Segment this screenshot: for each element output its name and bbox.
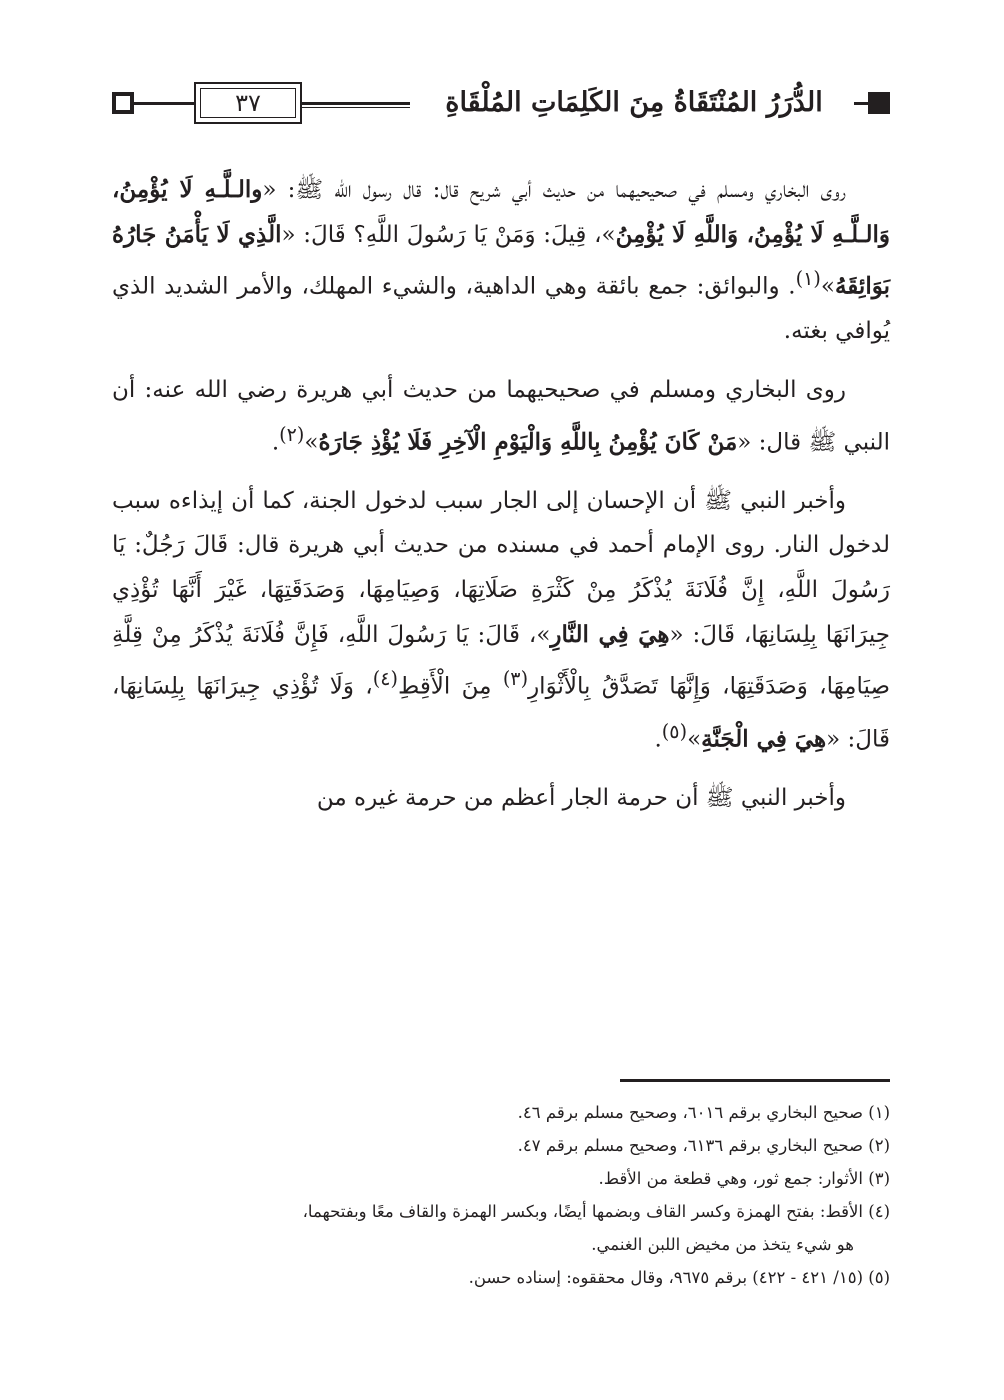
hadith-quote: الَّذِي لَا يَأْمَنُ جَارُهُ بَوَائِقَهُ bbox=[112, 220, 890, 300]
hadith-quote: هِيَ فِي النَّارِ bbox=[550, 620, 670, 648]
header-rule-right bbox=[854, 102, 868, 105]
page-header bbox=[112, 82, 890, 126]
text-run: مِنَ الْأَقِطِ bbox=[397, 673, 503, 700]
header-rule-middle-thin bbox=[302, 107, 410, 108]
text-run: »، قِيلَ: وَمَنْ يَا رَسُولَ اللَّهِ؟ قَالَ: « bbox=[281, 221, 616, 248]
hadith-quote: هِيَ فِي الْجَنَّةِ bbox=[701, 725, 827, 753]
header-left-square-ornament bbox=[112, 92, 134, 114]
footnote-marker: (١) bbox=[795, 267, 821, 291]
text-run: ، وَلَا تُؤْذِي جِيرَانَهَا بِلِسَانِهَا، قَالَ: « bbox=[112, 673, 890, 753]
header-rule-middle bbox=[302, 102, 410, 105]
footnote-marker: (٢) bbox=[279, 422, 305, 446]
text-run: روى البخاري ومسلم في صحيحيهما من حديث أبي شريح قال: قال رسول الله ﷺ: « bbox=[262, 177, 846, 203]
hadith-quote: والـلَّـهِ لَا يُؤْمِنُ، وَالـلَّـهِ لَا يُؤْمِنُ، وَاللَّهِ لَا يُؤْمِنُ bbox=[112, 176, 890, 248]
main-text bbox=[112, 168, 890, 834]
text-run: » bbox=[304, 429, 319, 456]
page-number: ٣٧ bbox=[235, 89, 261, 117]
footnote-1: (١) صحيح البخاري برقم ٦٠١٦، وصحيح مسلم برقم ٤٦. bbox=[517, 1103, 890, 1122]
footnote-5: (٥) (١٥/ ٤٢١ - ٤٢٢) برقم ٩٦٧٥، وقال محققوه: إسناده حسن. bbox=[468, 1268, 890, 1287]
paragraph-3 bbox=[112, 479, 890, 762]
text-run: »، قَالَ: يَا رَسُولَ اللَّهِ، فَإِنَّ فُلَانَةَ يُذْكَرُ مِنْ قِلَّةِ صِيَامِهَا، وَصَدَقَتِهَا، وَإِنَّهَا تَصَدَّقُ بِالْأَثْوَارِ bbox=[112, 621, 890, 700]
footnote-marker: (٤) bbox=[372, 667, 398, 691]
paragraph-4 bbox=[112, 776, 890, 821]
footnotes bbox=[112, 1096, 890, 1294]
footnote-divider bbox=[620, 1079, 890, 1082]
paragraph-1 bbox=[112, 168, 890, 354]
text-run: » bbox=[687, 726, 702, 753]
text-run: روى البخاري ومسلم في صحيحيهما من حديث أبي هريرة رضي الله عنه: أن النبي ﷺ قال: « bbox=[112, 377, 890, 456]
paragraph-2 bbox=[112, 368, 890, 465]
text-run: وأخبر النبي ﷺ أن حرمة الجار أعظم من حرمة غيره من bbox=[316, 784, 846, 811]
header-right-square-ornament bbox=[868, 92, 890, 114]
footnote-3: (٣) الأثوار: جمع ثور، وهي قطعة من الأقط. bbox=[598, 1169, 890, 1188]
book-title: الدُّرَرُ المُنْتَقَاةُ مِنَ الكَلِمَاتِ المُلْقَاةِ bbox=[445, 87, 823, 118]
hadith-quote: مَنْ كَانَ يُؤْمِنُ بِاللَّهِ وَالْيَوْمِ الْآخِرِ فَلَا يُؤْذِ جَارَهُ bbox=[318, 428, 738, 456]
text-run: . bbox=[654, 726, 662, 753]
text-run: . والبوائق: جمع بائقة وهي الداهية، والشيء المهلك، والأمر الشديد الذي يُوافي بغته. bbox=[112, 273, 890, 345]
page-number-box bbox=[194, 82, 302, 124]
header-rule-left bbox=[134, 102, 194, 105]
footnote-2: (٢) صحيح البخاري برقم ٦١٣٦، وصحيح مسلم برقم ٤٧. bbox=[517, 1136, 890, 1155]
footnote-4: (٤) الأقط: بفتح الهمزة وكسر القاف وبضمها أيضًا، وبكسر الهمزة والقاف معًا وبفتحهما، bbox=[302, 1202, 890, 1221]
footnote-marker: (٥) bbox=[661, 719, 688, 743]
footnote-marker: (٣) bbox=[502, 667, 529, 691]
text-run: وأخبر النبي ﷺ أن الإحسان إلى الجار سبب لدخول الجنة، كما أن إيذاءه سبب لدخول النار. روى الإمام أحمد في مسنده من حديث أبي هريرة قال: قَالَ رَجُلٌ: يَا رَسُولَ اللَّهِ، إِنَّ فُلَانَةَ يُذْكَرُ مِنْ كَثْرَةِ صَلَاتِهَا، وَصِيَامِهَا، وَصَدَقَتِهَا، غَيْرَ أَنَّهَا تُؤْذِي جِيرَانَهَا بِلِسَانِهَا، قَالَ: « bbox=[112, 487, 890, 648]
text-run: . bbox=[271, 429, 280, 456]
footnote-4-continuation: هو شيء يتخذ من مخيض اللبن الغنمي. bbox=[591, 1235, 854, 1254]
text-run: » bbox=[820, 273, 835, 300]
